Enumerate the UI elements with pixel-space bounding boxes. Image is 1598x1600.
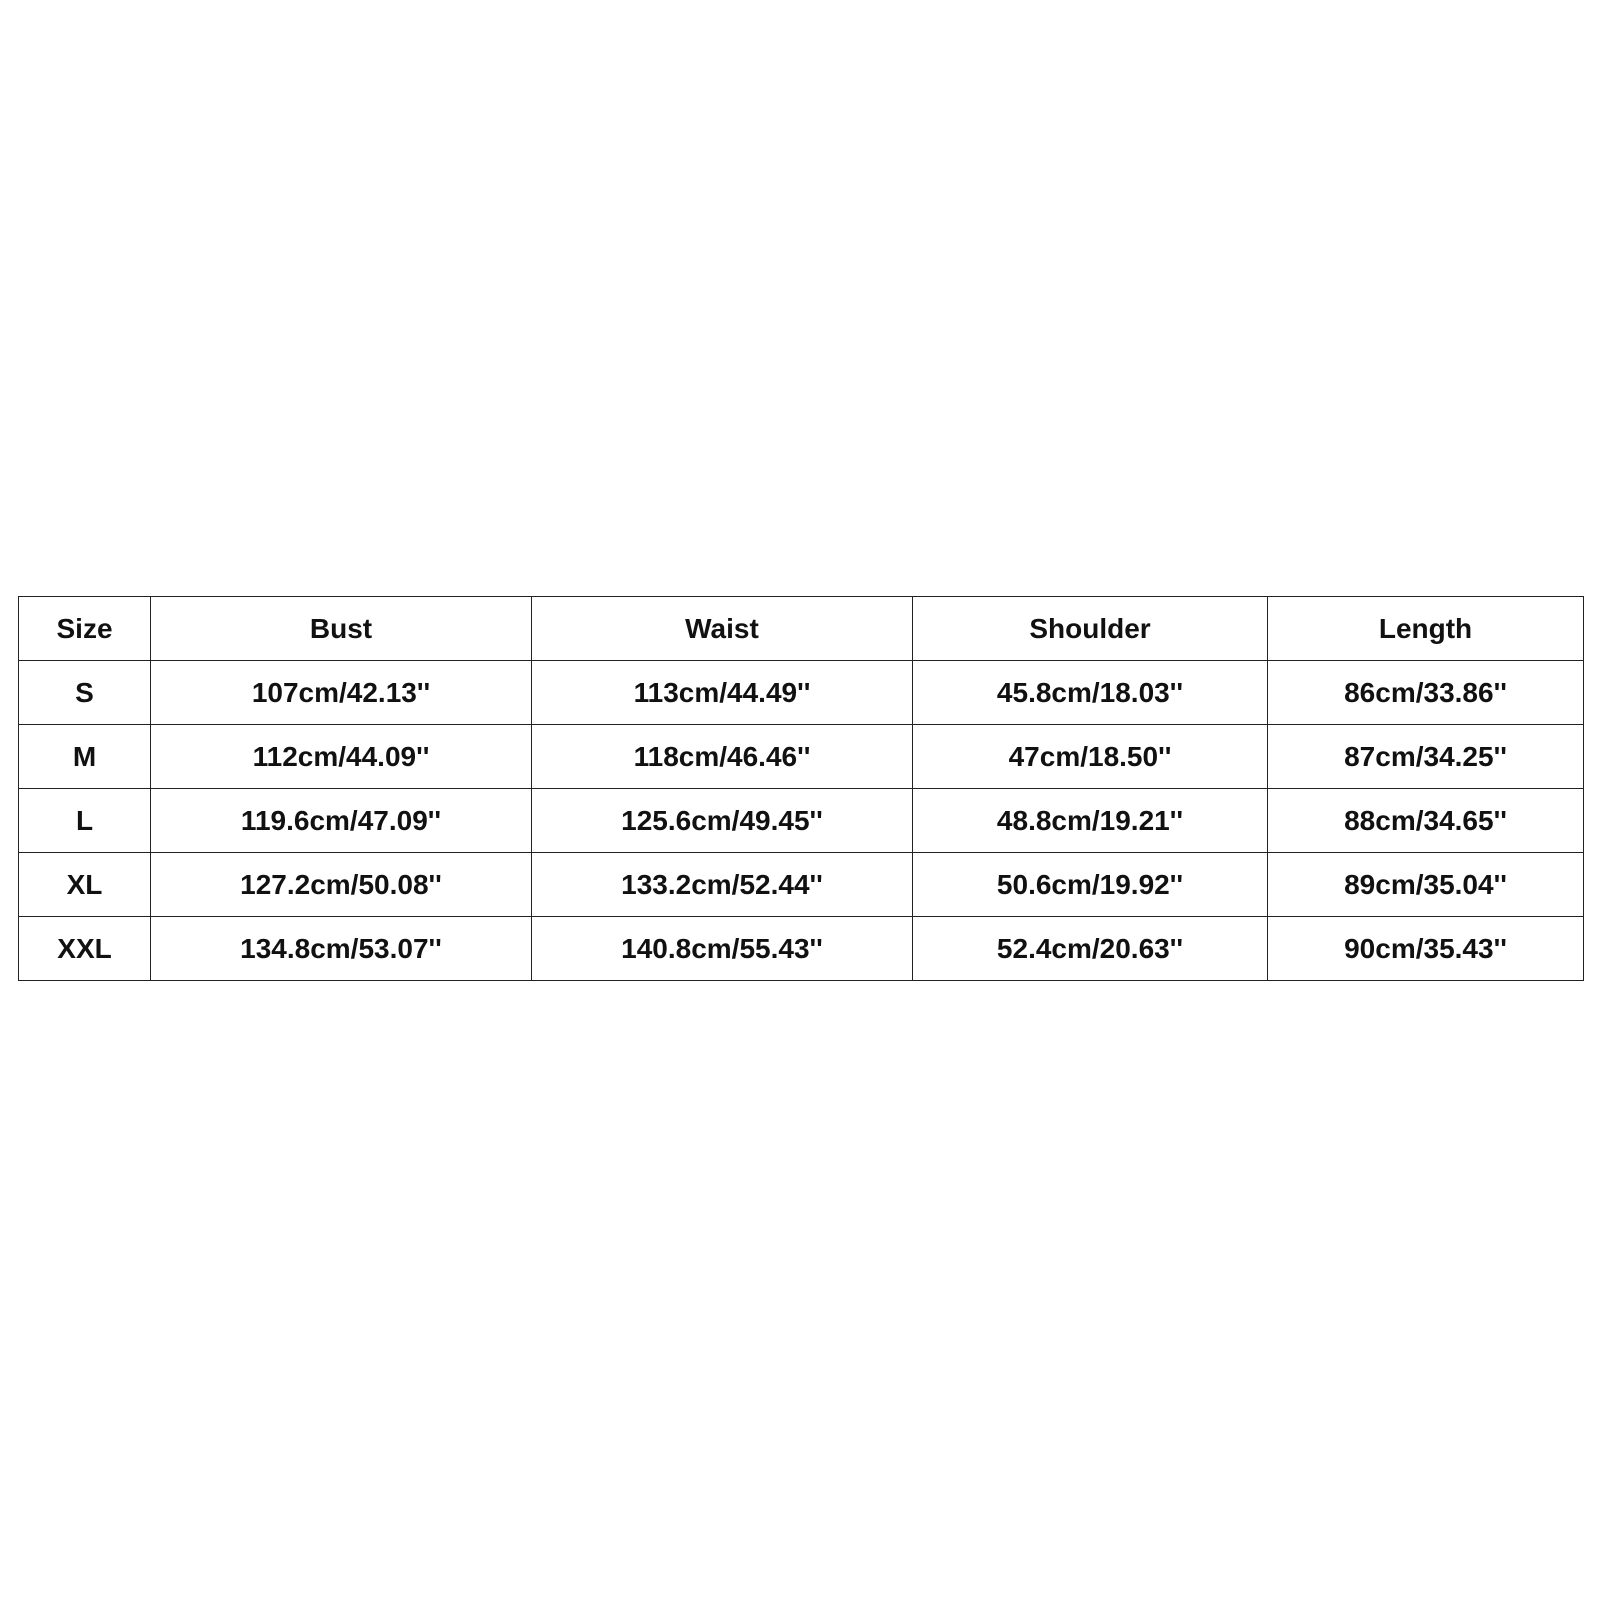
header-bust: Bust <box>151 597 532 661</box>
waist-cell: 140.8cm/55.43'' <box>532 917 913 981</box>
header-size: Size <box>19 597 151 661</box>
shoulder-cell: 47cm/18.50'' <box>913 725 1268 789</box>
header-length: Length <box>1268 597 1584 661</box>
shoulder-cell: 50.6cm/19.92'' <box>913 853 1268 917</box>
length-cell: 88cm/34.65'' <box>1268 789 1584 853</box>
length-cell: 87cm/34.25'' <box>1268 725 1584 789</box>
header-row <box>19 597 1584 661</box>
waist-cell: 118cm/46.46'' <box>532 725 913 789</box>
size-chart-table <box>18 596 1584 981</box>
waist-cell: 113cm/44.49'' <box>532 661 913 725</box>
header-waist: Waist <box>532 597 913 661</box>
size-cell: M <box>19 725 151 789</box>
size-cell: L <box>19 789 151 853</box>
bust-cell: 107cm/42.13'' <box>151 661 532 725</box>
header-shoulder: Shoulder <box>913 597 1268 661</box>
table-row <box>19 725 1584 789</box>
length-cell: 90cm/35.43'' <box>1268 917 1584 981</box>
length-cell: 89cm/35.04'' <box>1268 853 1584 917</box>
shoulder-cell: 48.8cm/19.21'' <box>913 789 1268 853</box>
waist-cell: 133.2cm/52.44'' <box>532 853 913 917</box>
waist-cell: 125.6cm/49.45'' <box>532 789 913 853</box>
size-cell: XL <box>19 853 151 917</box>
bust-cell: 127.2cm/50.08'' <box>151 853 532 917</box>
table-row <box>19 853 1584 917</box>
size-cell: XXL <box>19 917 151 981</box>
shoulder-cell: 45.8cm/18.03'' <box>913 661 1268 725</box>
table-row <box>19 661 1584 725</box>
bust-cell: 119.6cm/47.09'' <box>151 789 532 853</box>
length-cell: 86cm/33.86'' <box>1268 661 1584 725</box>
size-cell: S <box>19 661 151 725</box>
bust-cell: 134.8cm/53.07'' <box>151 917 532 981</box>
shoulder-cell: 52.4cm/20.63'' <box>913 917 1268 981</box>
table-row <box>19 789 1584 853</box>
table-row <box>19 917 1584 981</box>
bust-cell: 112cm/44.09'' <box>151 725 532 789</box>
